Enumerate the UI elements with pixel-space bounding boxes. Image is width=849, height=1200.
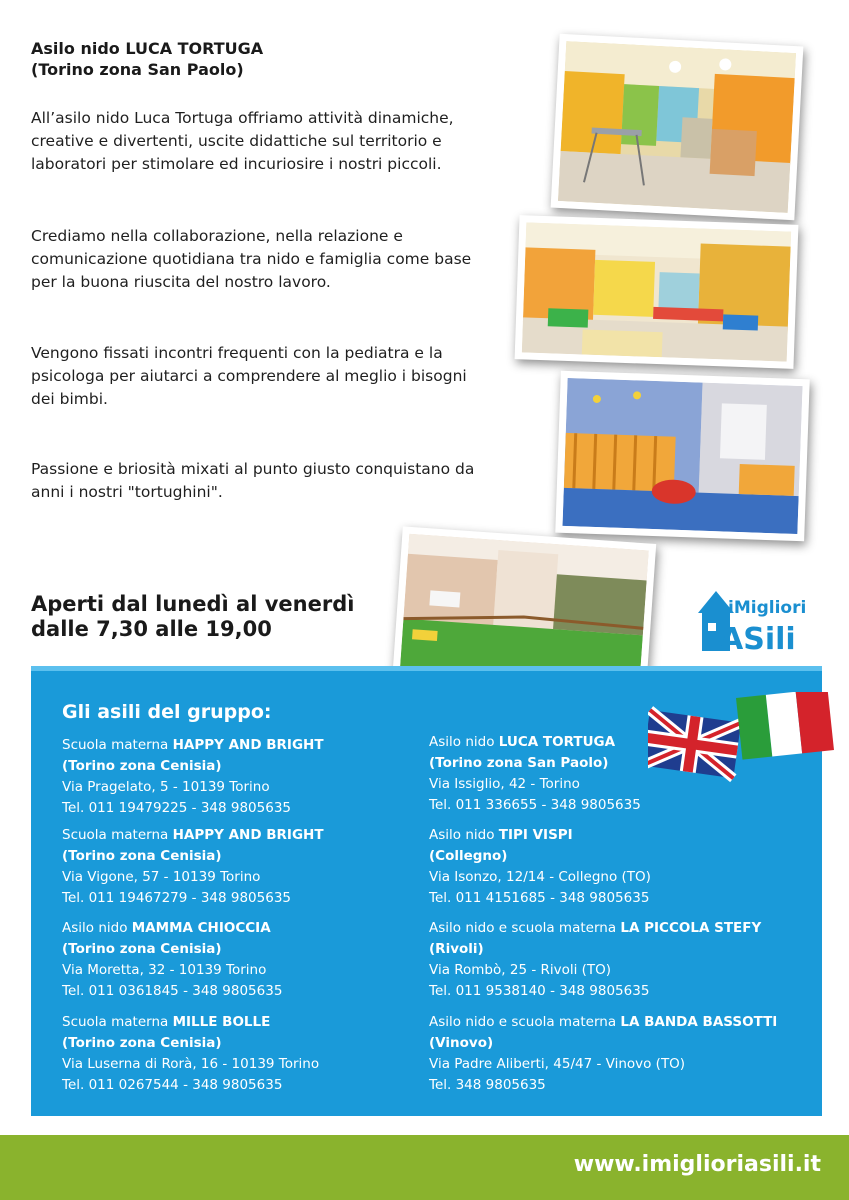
school-type: Scuola materna — [62, 827, 173, 843]
imigliori-asili-logo — [696, 583, 824, 655]
school-name: LUCA TORTUGA — [498, 734, 616, 750]
school-address: Via Padre Aliberti, 45/47 - Vinovo (TO) — [429, 1056, 686, 1072]
logo-text-top: iMigliori — [728, 598, 807, 618]
classroom-photo-2 — [515, 215, 799, 369]
page-title — [31, 38, 331, 80]
school-phone: Tel. 011 19479225 - 348 9805635 — [62, 800, 291, 816]
school-phone: Tel. 011 0267544 - 348 9805635 — [62, 1077, 283, 1093]
collaboration-paragraph: Crediamo nella collaborazione, nella relazione e comunicazione quotidiana tra nido e famiglia come base per la buona riuscita del nostro lavoro. — [31, 227, 472, 291]
school-type: Asilo nido — [429, 734, 499, 750]
school-address: Via Moretta, 32 - 10139 Torino — [62, 962, 267, 978]
school-name: HAPPY AND BRIGHT — [172, 827, 324, 843]
page-title-line2: (Torino zona San Paolo) — [31, 60, 244, 79]
school-tipi-vispi — [429, 825, 769, 909]
school-address: Via Issiglio, 42 - Torino — [429, 776, 580, 792]
school-mille-bolle — [62, 1012, 402, 1096]
school-type: Scuola materna — [62, 1014, 173, 1030]
school-phone: Tel. 011 4151685 - 348 9805635 — [429, 890, 650, 906]
school-zone: (Torino zona San Paolo) — [429, 755, 609, 771]
school-address: Via Isonzo, 12/14 - Collegno (TO) — [429, 869, 651, 885]
school-phone: Tel. 011 336655 - 348 9805635 — [429, 797, 641, 813]
school-type: Scuola materna — [62, 737, 173, 753]
school-happy-bright-pragelato — [62, 735, 402, 819]
classroom-photo-1 — [551, 34, 804, 221]
school-happy-bright-vigone — [62, 825, 402, 909]
opening-hours-times: dalle 7,30 alle 19,00 — [31, 617, 272, 641]
school-type: Asilo nido — [429, 827, 499, 843]
opening-hours-days: Aperti dal lunedì al venerdì — [31, 592, 355, 616]
panel-top-border — [31, 666, 822, 671]
school-name: LA BANDA BASSOTTI — [620, 1014, 778, 1030]
school-type: Asilo nido e scuola materna — [429, 1014, 621, 1030]
page-title-line1: Asilo nido LUCA TORTUGA — [31, 39, 264, 58]
group-title: Gli asili del gruppo: — [62, 701, 272, 723]
school-address: Via Pragelato, 5 - 10139 Torino — [62, 779, 270, 795]
school-zone: (Torino zona Cenisia) — [62, 758, 222, 774]
pediatrician-paragraph: Vengono fissati incontri frequenti con la pediatra e la psicologa per aiutarci a comprendere al meglio i bisogni dei bimbi. — [31, 344, 467, 408]
passion-paragraph: Passione e briosità mixati al punto giusto conquistano da anni i nostri "tortughini". — [31, 460, 475, 501]
school-phone: Tel. 011 9538140 - 348 9805635 — [429, 983, 650, 999]
school-zone: (Torino zona Cenisia) — [62, 941, 222, 957]
school-la-banda-bassotti — [429, 1012, 814, 1096]
logo-text-bottom: ASili — [720, 622, 796, 655]
school-address: Via Vigone, 57 - 10139 Torino — [62, 869, 261, 885]
school-address: Via Luserna di Rorà, 16 - 10139 Torino — [62, 1056, 320, 1072]
school-zone: (Collegno) — [429, 848, 508, 864]
school-zone: (Torino zona Cenisia) — [62, 1035, 222, 1051]
school-luca-tortuga — [429, 732, 769, 816]
school-type: Asilo nido — [62, 920, 132, 936]
school-name: TIPI VISPI — [498, 827, 573, 843]
website-link[interactable]: www.imiglioriasili.it — [573, 1152, 821, 1177]
school-zone: (Vinovo) — [429, 1035, 494, 1051]
school-name: MILLE BOLLE — [172, 1014, 271, 1030]
school-address: Via Rombò, 25 - Rivoli (TO) — [429, 962, 612, 978]
nap-room-photo — [555, 371, 810, 542]
school-phone: Tel. 011 19467279 - 348 9805635 — [62, 890, 291, 906]
school-phone: Tel. 348 9805635 — [429, 1077, 546, 1093]
school-phone: Tel. 011 0361845 - 348 9805635 — [62, 983, 283, 999]
intro-paragraph: All’asilo nido Luca Tortuga offriamo attività dinamiche, creative e divertenti, uscite didattiche sul territorio e laboratori per stimolare ed incuriosire i nostri piccoli. — [31, 109, 454, 173]
school-zone: (Torino zona Cenisia) — [62, 848, 222, 864]
opening-hours — [31, 592, 391, 642]
school-name: MAMMA CHIOCCIA — [131, 920, 271, 936]
school-type: Asilo nido e scuola materna — [429, 920, 621, 936]
school-zone: (Rivoli) — [429, 941, 484, 957]
school-name: LA PICCOLA STEFY — [620, 920, 762, 936]
school-mamma-chioccia — [62, 918, 402, 1002]
school-name: HAPPY AND BRIGHT — [172, 737, 324, 753]
school-la-piccola-stefy — [429, 918, 809, 1002]
